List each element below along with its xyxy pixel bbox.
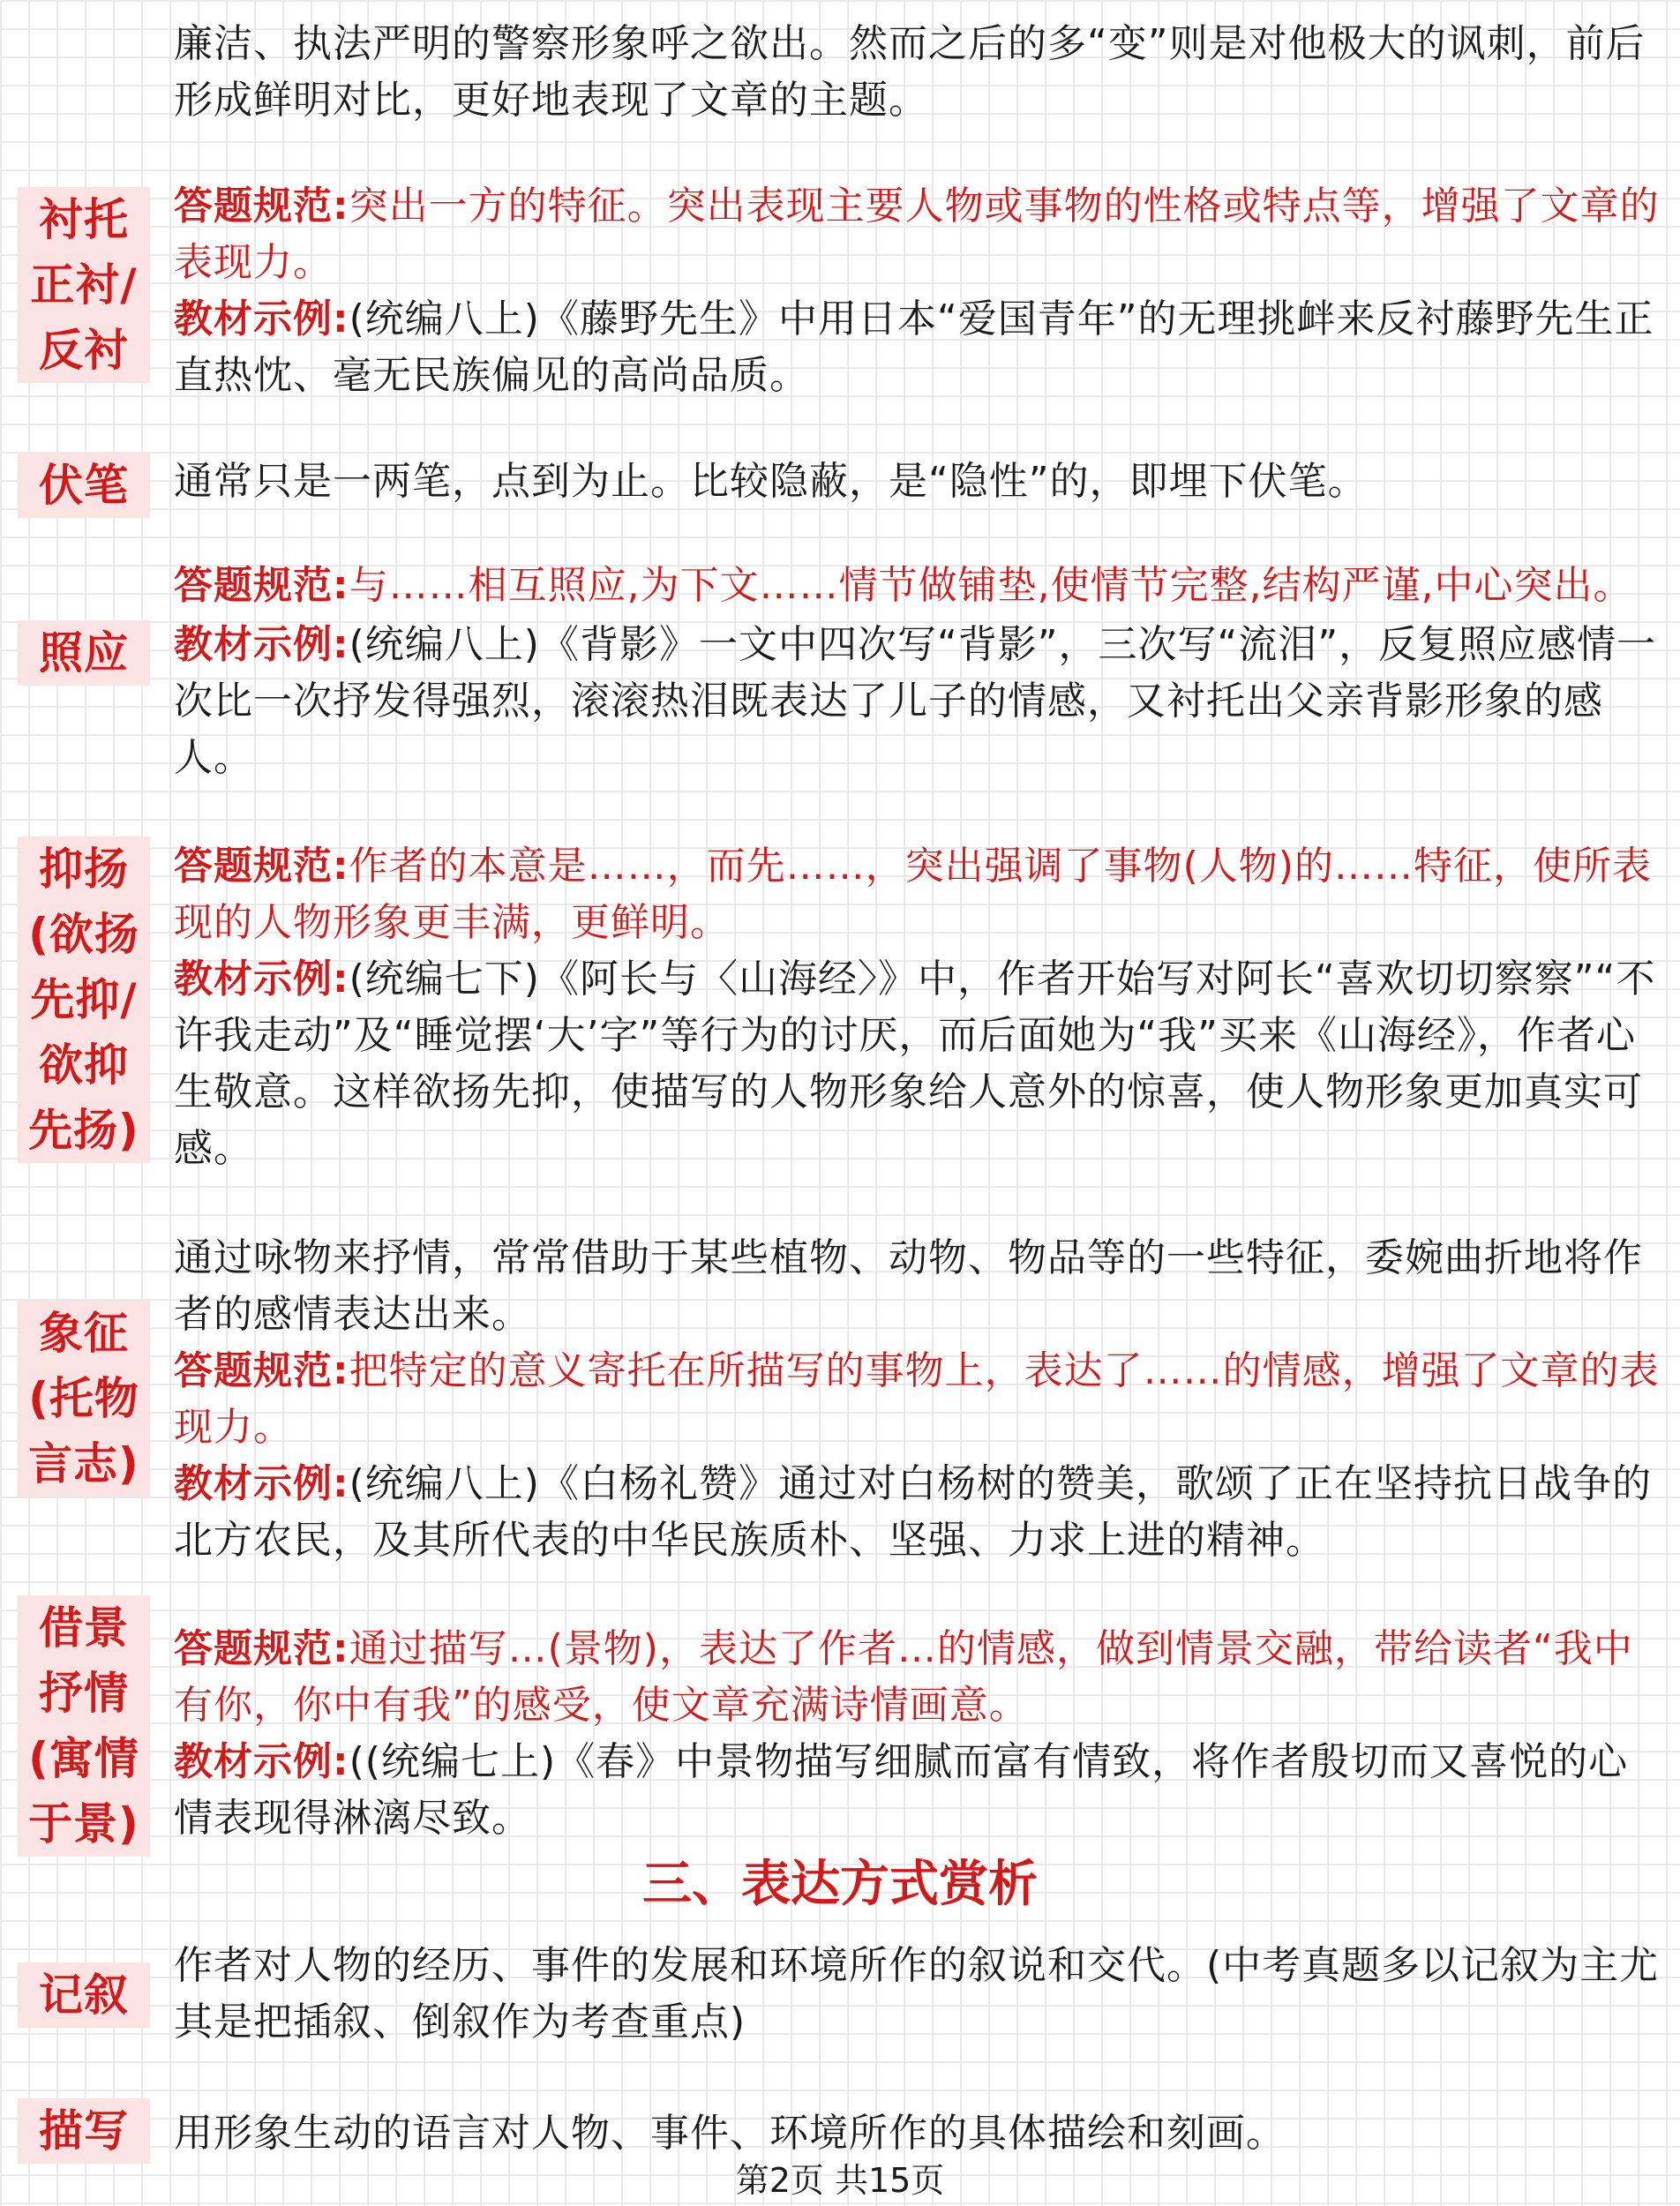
rule-label: 答题规范: (174, 844, 349, 889)
term-description: 描写 (18, 2098, 150, 2164)
echo-rule (174, 558, 1665, 614)
rule-label: 答题规范: (174, 1626, 349, 1671)
term-narration: 记叙 (18, 1962, 150, 2028)
symbol-rule (174, 1343, 1665, 1456)
example-label: 教材示例: (174, 957, 349, 1002)
symbol-desc: 通过咏物来抒情，常常借助于某些植物、动物、物品等的一些特征，委婉曲折地将作者的感情表达出来。 (174, 1235, 1643, 1337)
term-contrast: 衬托 正衬/ 反衬 (18, 187, 150, 383)
contrast-example-text: (统编八上)《藤野先生》中用日本“爱国青年”的无理挑衅来反衬藤野先生正直热忱、毫无民族偏见的高尚品质。 (174, 296, 1654, 398)
symbol-rule-text: 把特定的意义寄托在所描写的事物上，表达了……的情感，增强了文章的表现力。 (174, 1348, 1660, 1450)
example-label: 教材示例: (174, 296, 349, 341)
echo-rule-text: 与……相互照应,为下文……情节做铺垫,使情节完整,结构严谨,中心突出。 (349, 563, 1633, 608)
section-heading: 三、表达方式赏析 (642, 1856, 1038, 1913)
restrain-example (174, 951, 1665, 1177)
rule-label: 答题规范: (174, 184, 349, 229)
echo-example-text: (统编八上)《背影》一文中四次写“背影”，三次写“流泪”，反复照应感情一次比一次抒发得强烈，滚滚热泪既表达了儿子的情感，又衬托出父亲背影形象的感人。 (174, 622, 1657, 780)
scenery-example-text: ((统编七上)《春》中景物描写细腻而富有情致，将作者殷切而又喜悦的心情表现得淋漓尽致。 (174, 1739, 1629, 1841)
example-label: 教材示例: (174, 1739, 349, 1784)
scenery-rule-text: 通过描写…(景物)，表达了作者…的情感，做到情景交融，带给读者“我中有你，你中有我”的感受，使文章充满诗情画意。 (174, 1626, 1633, 1728)
intro-paragraph: 廉洁、执法严明的警察形象呼之欲出。然而之后的多“变”则是对他极大的讽刺，前后形成鲜明对比，更好地表现了文章的主题。 (174, 21, 1646, 123)
example-label: 教材示例: (174, 1461, 349, 1506)
narration-desc: 作者对人物的经历、事件的发展和环境所作的叙说和交代。(中考真题多以记叙为主尤其是把插叙、倒叙作为考查重点) (174, 1943, 1660, 2045)
rule-label: 答题规范: (174, 1348, 349, 1393)
contrast-rule (174, 178, 1665, 291)
term-restrain: 抑扬 (欲扬 先抑/ 欲抑 先扬) (18, 837, 150, 1163)
symbol-example-text: (统编八上)《白杨礼赞》通过对白杨树的赞美，歌颂了正在坚持抗日战争的北方农民，及其所代表的中华民族质朴、坚强、力求上进的精神。 (174, 1461, 1652, 1563)
scenery-rule (174, 1621, 1665, 1734)
term-scenery: 借景 抒情 (寓情 于景) (18, 1595, 150, 1857)
scenery-example (174, 1734, 1665, 1847)
restrain-example-text: (统编七下)《阿长与〈山海经〉》中，作者开始写对阿长“喜欢切切察察”“不许我走动”及“睡觉摆‘大’字”等行为的讨厌，而后面她为“我”买来《山海经》，作者心生敬意。这样欲扬先抑，使描写的人物形象给人意外的惊喜，使人物形象更加真实可感。 (174, 957, 1656, 1171)
rule-label: 答题规范: (174, 563, 349, 608)
restrain-rule (174, 838, 1665, 951)
example-label: 教材示例: (174, 622, 349, 667)
description-desc: 用形象生动的语言对人物、事件、环境所作的具体描绘和刻画。 (174, 2111, 1286, 2156)
page-number: 第2页 共15页 (735, 2161, 945, 2200)
foreshadow-desc: 通常只是一两笔，点到为止。比较隐蔽，是“隐性”的，即埋下伏笔。 (174, 459, 1368, 504)
contrast-rule-text: 突出一方的特征。突出表现主要人物或事物的性格或特点等，增强了文章的表现力。 (174, 184, 1660, 285)
term-symbol: 象征 (托物 言志) (18, 1301, 150, 1497)
restrain-rule-text: 作者的本意是……，而先……，突出强调了事物(人物)的……特征，使所表现的人物形象更丰满，更鲜明。 (174, 844, 1652, 945)
contrast-example (174, 291, 1665, 404)
term-foreshadow: 伏笔 (18, 453, 150, 518)
symbol-example (174, 1456, 1665, 1569)
term-echo: 照应 (18, 620, 150, 686)
echo-example (174, 617, 1665, 786)
